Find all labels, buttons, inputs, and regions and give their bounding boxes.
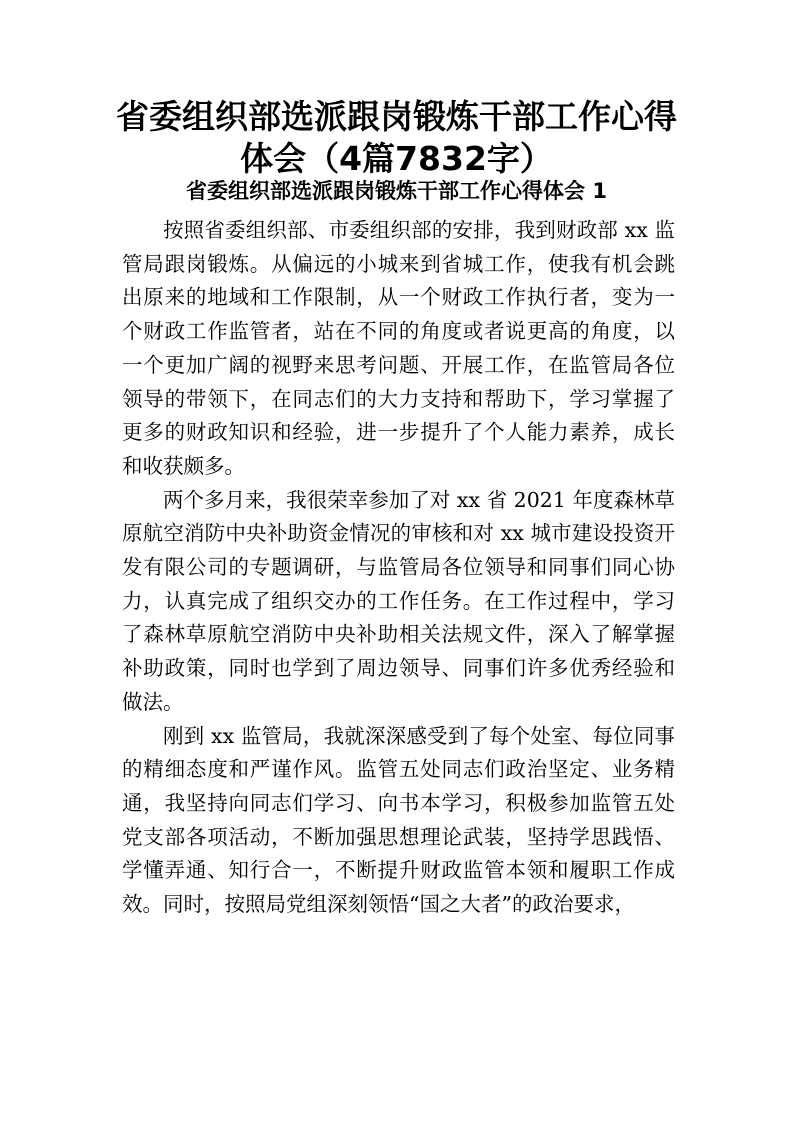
paragraph: 刚到 xx 监管局，我就深深感受到了每个处室、每位同事的精细态度和严谨作风。监管五处同志们政治坚定、业务精通，我坚持向同志们学习、向书本学习，积极参加监管五处党支部各项活动，不断加强思想理论武装，坚持学思践悟、学懂弄通、知行合一，不断提升财政监管本领和履职工作成效。同时，按照局党组深刻领悟“国之大者”的政治要求，	[122, 723, 675, 917]
section-heading: 省委组织部选派跟岗锻炼干部工作心得体会 1	[186, 179, 607, 203]
paragraph: 按照省委组织部、市委组织部的安排，我到财政部 xx 监管局跟岗锻炼。从偏远的小城来到省城工作，使我有机会跳出原来的地域和工作限制，从一个财政工作执行者，变为一个财政工作监管者，站在不同的角度或者说更高的角度，以一个更加广阔的视野来思考问题、开展工作，在监管局各位领导的带领下，在同志们的大力支持和帮助下，学习掌握了更多的财政知识和经验，进一步提升了个人能力素养，成长和收获颇多。	[122, 218, 675, 478]
document-title: 省委组织部选派跟岗锻炼干部工作心得体会（4篇7832字）	[116, 97, 677, 178]
paragraph: 两个多月来，我很荣幸参加了对 xx 省 2021 年度森林草原航空消防中央补助资金情况的审核和对 xx 城市建设投资开发有限公司的专题调研，与监管局各位领导和同事们同心协力，认真完成了组织交办的工作任务。在工作过程中，学习了森林草原航空消防中央补助相关法规文件，深入了解掌握补助政策，同时也学到了周边领导、同事们许多优秀经验和做法。	[122, 487, 675, 714]
document-body	[122, 214, 675, 922]
